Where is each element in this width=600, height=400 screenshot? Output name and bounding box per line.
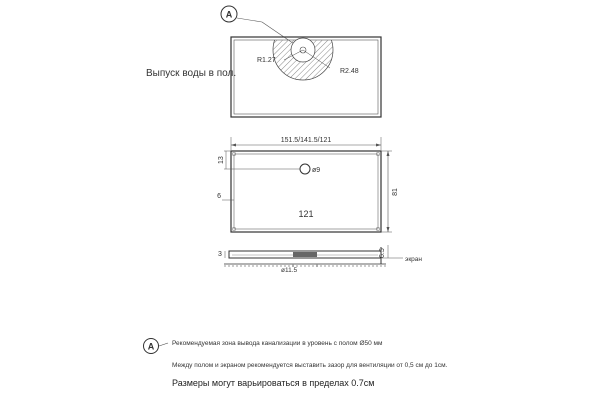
plan-view-outer: [231, 151, 381, 232]
radius-small-label: R1.27: [257, 57, 276, 64]
width-arrow-left: [231, 144, 236, 147]
width-label: 151.5/141.5/121: [280, 137, 332, 144]
screen-label: экран: [405, 256, 422, 263]
note-drain-zone: Рекомендуемая зона вывода канализации в уровень с полом Ø50 мм: [172, 340, 383, 347]
height-arrow-top: [387, 151, 390, 156]
top-view: [231, 20, 381, 117]
callout-a-legend-letter: A: [147, 341, 155, 352]
plan-view: [217, 137, 399, 232]
callout-a-letter: A: [225, 9, 233, 20]
drain-caption: Выпуск воды в пол.: [146, 68, 237, 79]
height-label: 81: [392, 188, 399, 196]
height-arrow-bottom: [387, 227, 390, 232]
center-label: 121: [298, 209, 314, 219]
offset-top-label: 13: [218, 156, 225, 164]
section-drain: [293, 252, 317, 257]
note-ventilation-gap: Между полом и экраном рекомендуется выставить зазор для вентиляции от 0,5 см до 1см.: [172, 362, 448, 369]
drain-diameter-label: ø9: [312, 167, 321, 174]
width-arrow-right: [376, 144, 381, 147]
callout-leader: [237, 18, 262, 22]
offset-left-label: 6: [217, 193, 221, 200]
section-drain-diameter-label: ø11.5: [281, 267, 298, 274]
drain-hole-plan: [300, 164, 310, 174]
callout-a-legend: [144, 339, 169, 354]
callout-a-legend-dash: [159, 343, 168, 346]
section-view: [218, 245, 422, 274]
section-height-left-label: 3: [218, 251, 222, 258]
note-size-tolerance: Размеры могут варьироваться в пределах 0.7см: [172, 378, 375, 388]
radius-large-label: R2.48: [340, 68, 359, 75]
section-height-right-label: 6.5: [379, 248, 386, 258]
